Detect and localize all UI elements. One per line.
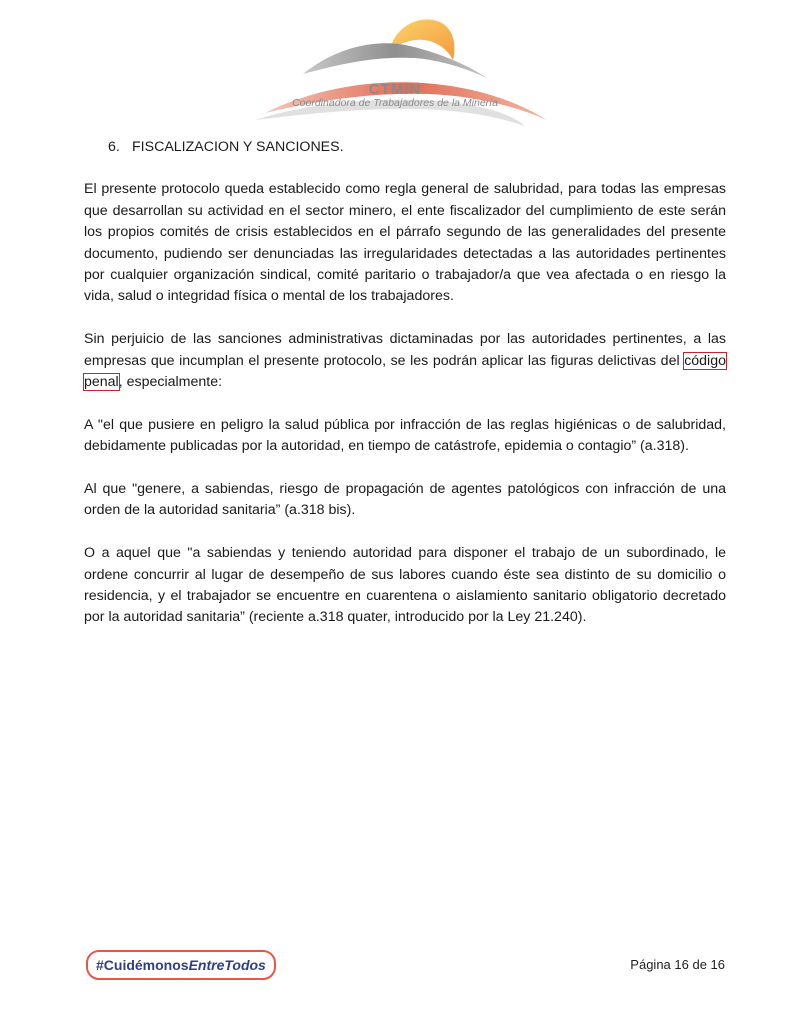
hashtag-badge bbox=[86, 950, 276, 980]
paragraph-2-tail: , especialmente: bbox=[118, 374, 223, 391]
paragraph-3: A "el que pusiere en peligro la salud pública por infracción de las reglas higiénicas o de salubridad, debidamente publicadas por la autoridad, en tiempo de catástrofe, epidemia o contagio” (a.318). bbox=[84, 416, 726, 455]
paragraph-5: O a aquel que "a sabiendas y teniendo autoridad para disponer el trabajo de un subordinado, le ordene concurrir al lugar de desempeño de sus labores cuando éste sea distinto de su domicilio o residencia, y el trabajador se encuentre en cuarentena o aislamiento sanitario obligatorio decretado por la autoridad sanitaria” (reciente a.318 quater, introducido por la Ley 21.240). bbox=[84, 545, 726, 626]
page-number: Página 16 de 16 bbox=[630, 957, 725, 972]
hashtag-part1: #Cuidémonos bbox=[96, 957, 189, 973]
paragraph-2 bbox=[84, 329, 726, 393]
paragraph-4: Al que "genere, a sabiendas, riesgo de propagación de agentes patológicos con infracción de una orden de la autoridad sanitaria” (a.318 bis). bbox=[84, 481, 726, 519]
penal-link[interactable]: penal bbox=[84, 374, 119, 391]
logo-title: CTMIN bbox=[368, 81, 422, 98]
main-content bbox=[84, 137, 726, 650]
codigo-link[interactable]: código bbox=[684, 352, 726, 369]
mountain-sun-icon bbox=[225, 8, 565, 138]
paragraph-2-text: Sin perjuicio de las sanciones administrativas dictaminadas por las autoridades pertinentes, a las empresas que incumplan el presente protocolo, se les podrán aplicar las figuras delictivas del bbox=[84, 331, 726, 369]
section-number: 6. bbox=[108, 139, 120, 155]
section-title: FISCALIZACION Y SANCIONES. bbox=[132, 139, 344, 155]
logo-subtitle: Coordinadora de Trabajadores de la Minería bbox=[292, 97, 498, 109]
section-heading bbox=[108, 137, 726, 158]
hashtag-part2: EntreTodos bbox=[188, 957, 266, 973]
ctmin-logo bbox=[225, 8, 565, 138]
paragraph-1: El presente protocolo queda establecido como regla general de salubridad, para todas las empresas que desarrollan su actividad en el sector minero, el ente fiscalizador del cumplimiento de este serán los propios comités de crisis establecidos en el párrafo segundo de las generalidades del presente documento, pudiendo ser denunciadas las irregularidades detectadas a las autoridades pertinentes por cualquier organización sindical, comité paritario o trabajador/a que vea afectada o en riesgo la vida, salud o integridad física o mental de los trabajadores. bbox=[84, 181, 726, 305]
